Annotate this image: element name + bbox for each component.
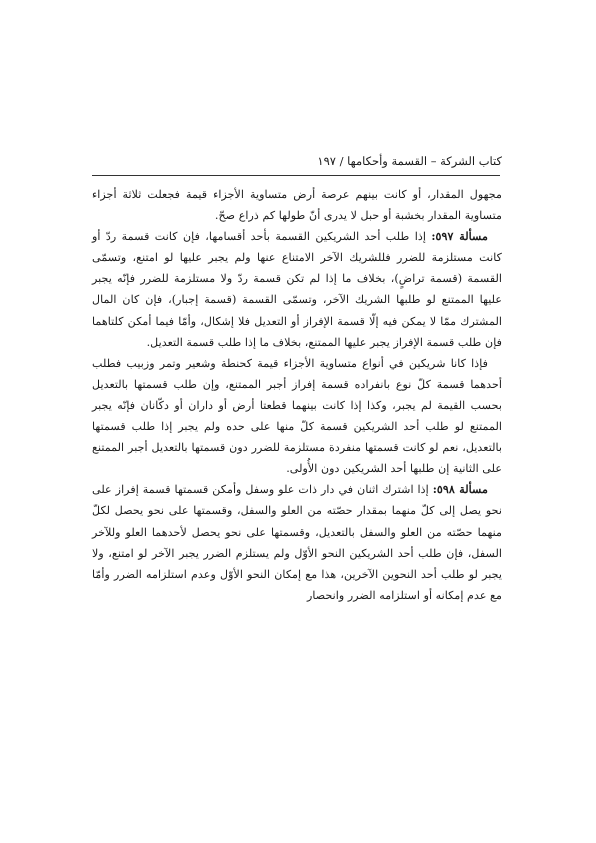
running-header: كتاب الشركة – القسمة وأحكامها / ١٩٧: [317, 154, 502, 168]
issue-597-text: إذا طلب أحد الشريكين القسمة بأحد أقسامها، فإن كانت قسمة ردّ أو كانت مستلزمة للضرر فللشريك الآخر الامتناع عنها ولم يجبر عليها لو امتنع، وتسمّى القسمة (قسمة تراضٍ)، بخلاف ما إذا لم تكن قسمة ردّ ولا مستلزمة للضرر فإنّه يجبر عليها الممتنع لو طلبها الشريك الآخر، وتسمّى القسمة (قسمة إجبار)، فإن كان المال المشترك ممّا لا يمكن فيه إلّا قسمة الإفراز أو التعديل فلا إشكال، وأمّا فيما أمكن كلتاهما فإن طلب قسمة الإفراز يجبر عليها الممتنع، بخلاف ما إذا طلب قسمة التعديل.: [92, 230, 502, 349]
issue-598-paragraph: [92, 479, 502, 606]
issue-597-paragraph: [92, 226, 502, 353]
issue-597-label: مسألة ٥٩٧:: [431, 229, 488, 244]
example-paragraph: فإذا كانا شريكين في أنواع متساوية الأجزاء قيمة كحنطة وشعير وتمر وزبيب فطلب أحدهما قسمة كلّ نوع بانفراده قسمة إفراز أجبر الممتنع، وإن طلب قسمتها بالتعديل بحسب القيمة لم يجبر، وكذا إذا كانت بينهما قطعتا أرض أو داران أو دكّانان فإنّه يجبر الممتنع لو طلب أحد الشريكين قسمة كلّ منها على حده ولم يجبر إذا طلب قسمتها بالتعديل، نعم لو كانت قسمتها منفردة مستلزمة للضرر دون قسمتها بالتعديل أجبر الممتنع على الثانية إن طلبها أحد الشريكين دون الأُولى.: [92, 356, 502, 476]
body-text: [92, 184, 502, 606]
paragraph-continuation: مجهول المقدار، أو كانت بينهم عرصة أرض متساوية الأجزاء قيمة فجعلت ثلاثة أجزاء متساوية المقدار بخشبة أو حبل لا يدرى أنّ طولها كم ذراع صحّ.: [92, 188, 502, 223]
header-divider: [92, 175, 500, 176]
issue-598-text: إذا اشترك اثنان في دار ذات علو وسفل وأمكن قسمتها قسمة إفراز على نحو يصل إلى كلّ منهما بمقدار حصّته من العلو والسفل، وقسمتها على نحو يحصل لكلّ منهما حصّته من العلو والسفل بالتعديل، وقسمتها على نحو يحصل لأحدهما العلو وللآخر السفل، فإن طلب أحد الشريكين النحو الأوّل ولم يستلزم الضرر يجبر الآخر لو امتنع، ولا يجبر لو طلب أحد النحوين الآخرين، هذا مع إمكان النحو الأوّل وعدم استلزامه الضرر وأمّا مع عدم إمكانه أو استلزامه الضرر وانحصار: [92, 483, 502, 602]
issue-598-label: مسألة ٥٩٨:: [432, 482, 488, 497]
